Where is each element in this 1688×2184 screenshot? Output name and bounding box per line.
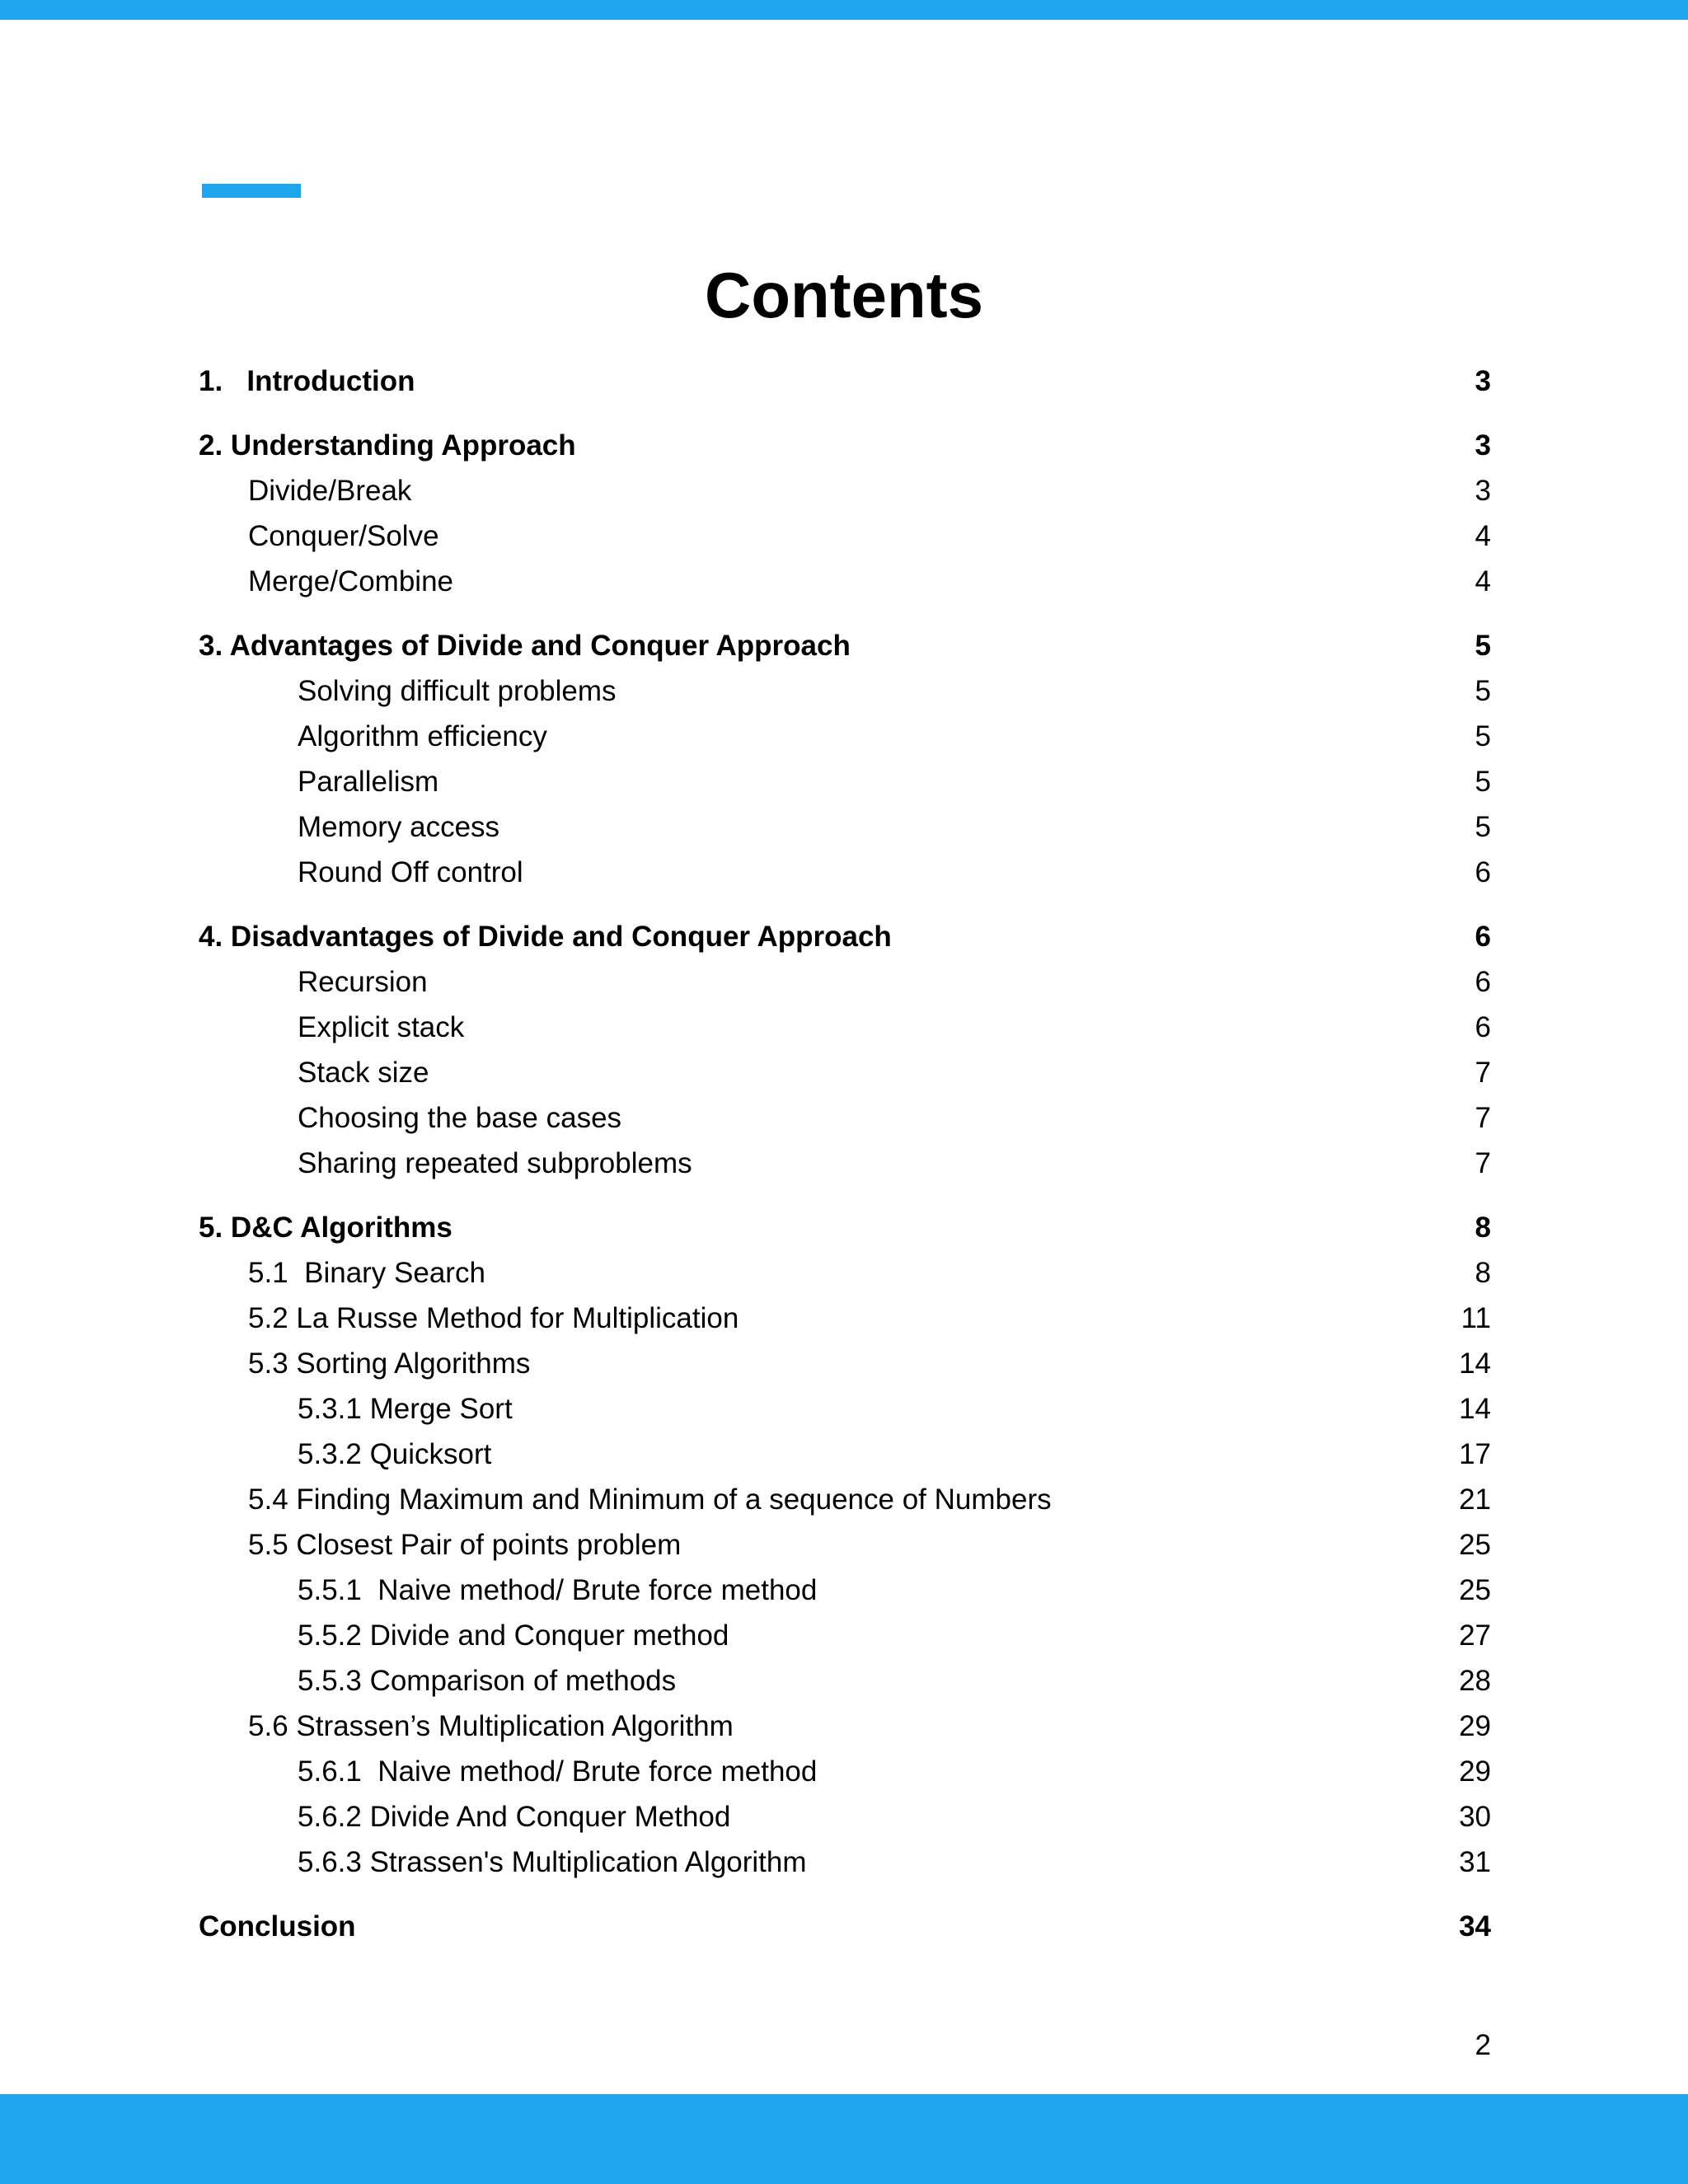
toc-section-entry[interactable] [199,916,1491,958]
toc-section-entry[interactable] [199,626,1491,667]
bottom-accent-bar [0,2094,1688,2184]
toc-subsection-entry[interactable] [199,1525,1491,1566]
toc-entry-label: 4. Disadvantages of Divide and Conquer Approach [199,921,892,953]
toc-entry-label: Sharing repeated subproblems [298,1147,692,1179]
toc-entry-page: 6 [1475,856,1491,888]
toc-entry-page: 14 [1459,1347,1491,1380]
toc-subsection-entry[interactable] [199,716,1491,757]
toc-subsection-entry[interactable] [199,1434,1491,1475]
toc-section-entry[interactable] [199,1906,1491,1947]
toc-entry-page: 5 [1475,675,1491,707]
toc-entry-page: 7 [1475,1147,1491,1179]
toc-entry-label: 5. D&C Algorithms [199,1212,452,1244]
toc-entry-page: 30 [1459,1801,1491,1833]
toc-entry-label: Conquer/Solve [248,520,439,552]
toc-entry-label: 5.3.2 Quicksort [298,1438,492,1470]
toc-entry-page: 34 [1459,1910,1491,1943]
toc-subsection-entry[interactable] [199,1751,1491,1793]
toc-entry-page: 3 [1475,429,1491,462]
toc-entry-page: 31 [1459,1846,1491,1878]
toc-subsection-entry[interactable] [199,1706,1491,1747]
top-accent-bar [0,0,1688,20]
toc-entry-label: 5.5.3 Comparison of methods [298,1665,677,1697]
toc-entry-label: 5.5.1 Naive method/ Brute force method [298,1574,818,1606]
toc-section-entry[interactable] [199,361,1491,402]
toc-subsection-entry[interactable] [199,671,1491,712]
toc-entry-label: 5.3 Sorting Algorithms [248,1347,531,1380]
toc-subsection-entry[interactable] [199,1052,1491,1094]
toc-entry-page: 6 [1475,1011,1491,1043]
toc-entry-label: 3. Advantages of Divide and Conquer Approach [199,630,851,662]
toc-entry-page: 6 [1475,921,1491,953]
toc-entry-label: 5.2 La Russe Method for Multiplication [248,1302,739,1334]
toc-entry-page: 5 [1475,630,1491,662]
toc-subsection-entry[interactable] [199,807,1491,848]
toc-subsection-entry[interactable] [199,1298,1491,1339]
toc-entry-page: 25 [1459,1574,1491,1606]
toc-entry-label: Algorithm efficiency [298,720,547,752]
toc-entry-page: 3 [1475,365,1491,397]
toc-entry-label: Explicit stack [298,1011,465,1043]
toc-entry-page: 6 [1475,966,1491,998]
toc-entry-label: Solving difficult problems [298,675,617,707]
toc-subsection-entry[interactable] [199,1098,1491,1139]
toc-entry-page: 7 [1475,1102,1491,1134]
toc-entry-label: Recursion [298,966,428,998]
toc-entry-label: Conclusion [199,1910,356,1943]
toc-entry-page: 11 [1461,1302,1491,1334]
toc-entry-page: 4 [1475,565,1491,598]
toc-entry-label: Merge/Combine [248,565,453,598]
toc-entry-page: 5 [1475,766,1491,798]
toc-subsection-entry[interactable] [199,1253,1491,1294]
toc-subsection-entry[interactable] [199,762,1491,803]
toc-entry-label: Parallelism [298,766,439,798]
toc-entry-label: Stack size [298,1057,429,1089]
page-title: Contents [705,259,983,331]
toc-subsection-entry[interactable] [199,471,1491,512]
toc-subsection-entry[interactable] [199,962,1491,1003]
toc-subsection-entry[interactable] [199,561,1491,602]
page-number: 2 [1475,2029,1491,2061]
toc-entry-page: 17 [1459,1438,1491,1470]
toc-entry-page: 5 [1475,811,1491,843]
toc-subsection-entry[interactable] [199,1143,1491,1184]
toc-entry-label: 5.3.1 Merge Sort [298,1393,513,1425]
toc-entry-label: 2. Understanding Approach [199,429,576,462]
accent-dash [202,184,301,198]
toc-entry-page: 14 [1459,1393,1491,1425]
toc-entry-page: 28 [1459,1665,1491,1697]
toc-entry-label: 5.1 Binary Search [248,1257,485,1289]
toc-entry-label: 5.6 Strassen’s Multiplication Algorithm [248,1710,734,1742]
toc-entry-label: 1. Introduction [199,365,415,397]
toc-entry-label: 5.6.2 Divide And Conquer Method [298,1801,731,1833]
toc-entry-label: Divide/Break [248,475,412,507]
toc-entry-label: 5.6.3 Strassen's Multiplication Algorithm [298,1846,807,1878]
toc-entry-page: 29 [1459,1755,1491,1788]
toc-subsection-entry[interactable] [199,1570,1491,1611]
toc-entry-page: 3 [1475,475,1491,507]
toc-entry-label: 5.6.1 Naive method/ Brute force method [298,1755,818,1788]
toc-entry-page: 27 [1459,1619,1491,1652]
toc-subsection-entry[interactable] [199,1007,1491,1048]
toc-subsection-entry[interactable] [199,1842,1491,1883]
toc-subsection-entry[interactable] [199,1389,1491,1430]
toc-entry-label: 5.4 Finding Maximum and Minimum of a sequence of Numbers [248,1483,1052,1516]
toc-section-entry[interactable] [199,425,1491,466]
toc-subsection-entry[interactable] [199,1797,1491,1838]
toc-entry-label: 5.5.2 Divide and Conquer method [298,1619,729,1652]
toc-entry-page: 29 [1459,1710,1491,1742]
toc-entry-page: 25 [1459,1529,1491,1561]
toc-subsection-entry[interactable] [199,1615,1491,1657]
toc-entry-page: 7 [1475,1057,1491,1089]
toc-section-entry[interactable] [199,1207,1491,1249]
toc-subsection-entry[interactable] [199,1343,1491,1385]
toc-entry-label: Round Off control [298,856,523,888]
toc-entry-page: 8 [1475,1212,1491,1244]
toc-entry-page: 5 [1475,720,1491,752]
toc-entry-page: 8 [1475,1257,1491,1289]
toc-entry-page: 4 [1475,520,1491,552]
toc-subsection-entry[interactable] [199,852,1491,893]
toc-entry-label: 5.5 Closest Pair of points problem [248,1529,682,1561]
toc-subsection-entry[interactable] [199,1661,1491,1702]
toc-entry-label: Memory access [298,811,500,843]
toc-entry-page: 21 [1459,1483,1491,1516]
toc-subsection-entry[interactable] [199,1479,1491,1521]
toc-subsection-entry[interactable] [199,516,1491,557]
toc-entry-label: Choosing the base cases [298,1102,622,1134]
